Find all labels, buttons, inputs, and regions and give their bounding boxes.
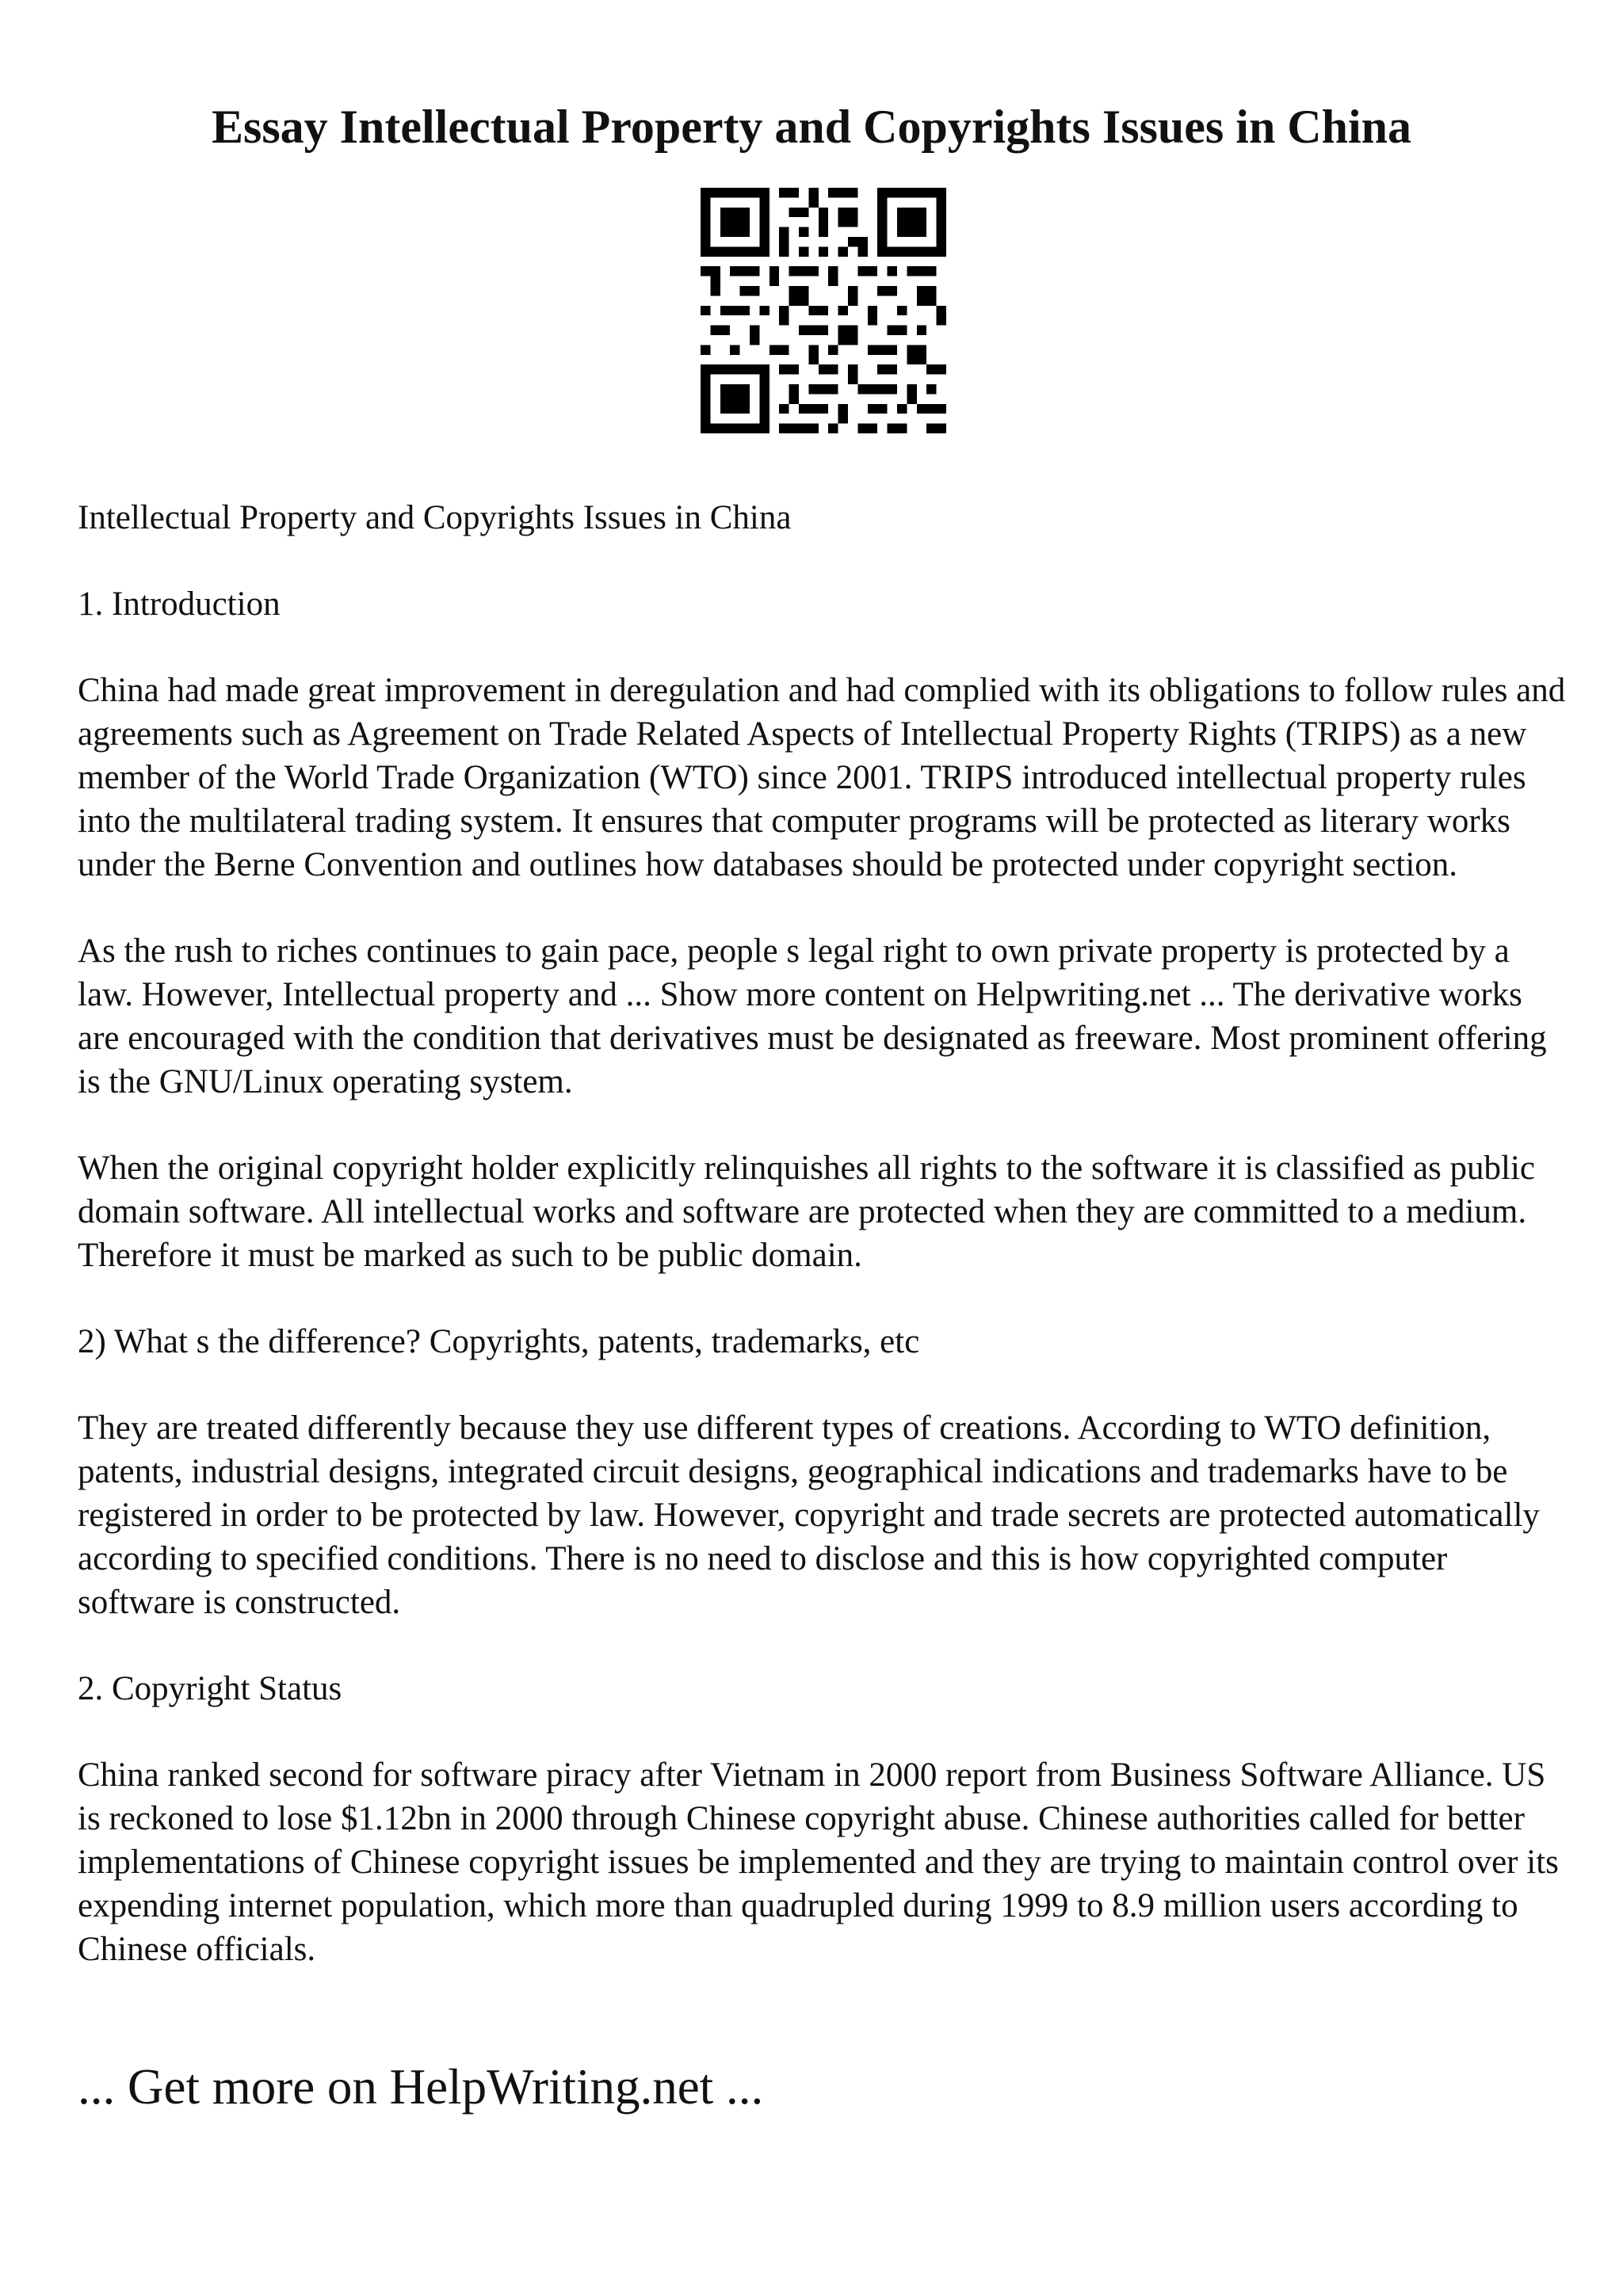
body-paragraph: China had made great improvement in deregulation and had complied with its obligations to follow rules and agreements such as Agreement on Trade Related Aspects of Intellectual Property Rights (TRIPS) as a new member of the World Trade Organization (WTO) since 2001. TRIPS introduced intellectual property rules into the multilateral trading system. It ensures that computer programs will be protected as literary works under the Berne Convention and outlines how databases should be protected under copyright section.: [78, 672, 1566, 883]
subtitle-paragraph: Intellectual Property and Copyrights Issues in China: [78, 499, 792, 536]
body-paragraph: When the original copyright holder explicitly relinquishes all rights to the software it is classified as public domain software. All intellectual works and software are protected when they are committed to a medium. Therefore it must be marked as such to be public domain.: [78, 1150, 1536, 1274]
page-title: Essay Intellectual Property and Copyrights Issues in China: [211, 101, 1412, 153]
section-heading-copyright-status: 2. Copyright Status: [78, 1670, 342, 1707]
section-heading-introduction: 1. Introduction: [78, 585, 281, 623]
document-body: [78, 496, 1568, 2014]
body-paragraph: As the rush to riches continues to gain pace, people s legal right to own private property is protected by a law. However, Intellectual property and ... Show more content on Helpwriting.net ... The derivative works are encouraged with the condition that derivatives must be designated as freeware. Most prominent offering is the GNU/Linux operating system.: [78, 933, 1547, 1100]
body-paragraph: They are treated differently because they use different types of creations. According to WTO definition, patents, industrial designs, integrated circuit designs, geographical indications and trademarks have to be registered in order to be protected by law. However, copyright and trade secrets are protected automatically according to specified conditions. There is no need to disclose and this is how copyrighted computer software is constructed.: [78, 1409, 1540, 1621]
qr-code-icon: [701, 188, 946, 433]
body-paragraph: China ranked second for software piracy after Vietnam in 2000 report from Business Software Alliance. US is reckoned to lose $1.12bn in 2000 through Chinese copyright abuse. Chinese authorities called for better implementations of Chinese copyright issues be implemented and they are trying to maintain control over its expending internet population, which more than quadrupled during 1999 to 8.9 million users according to Chinese officials.: [78, 1756, 1559, 1968]
section-heading-difference: 2) What s the difference? Copyrights, patents, trademarks, etc: [78, 1323, 920, 1360]
get-more-link[interactable]: ... Get more on HelpWriting.net ...: [78, 2059, 764, 2115]
